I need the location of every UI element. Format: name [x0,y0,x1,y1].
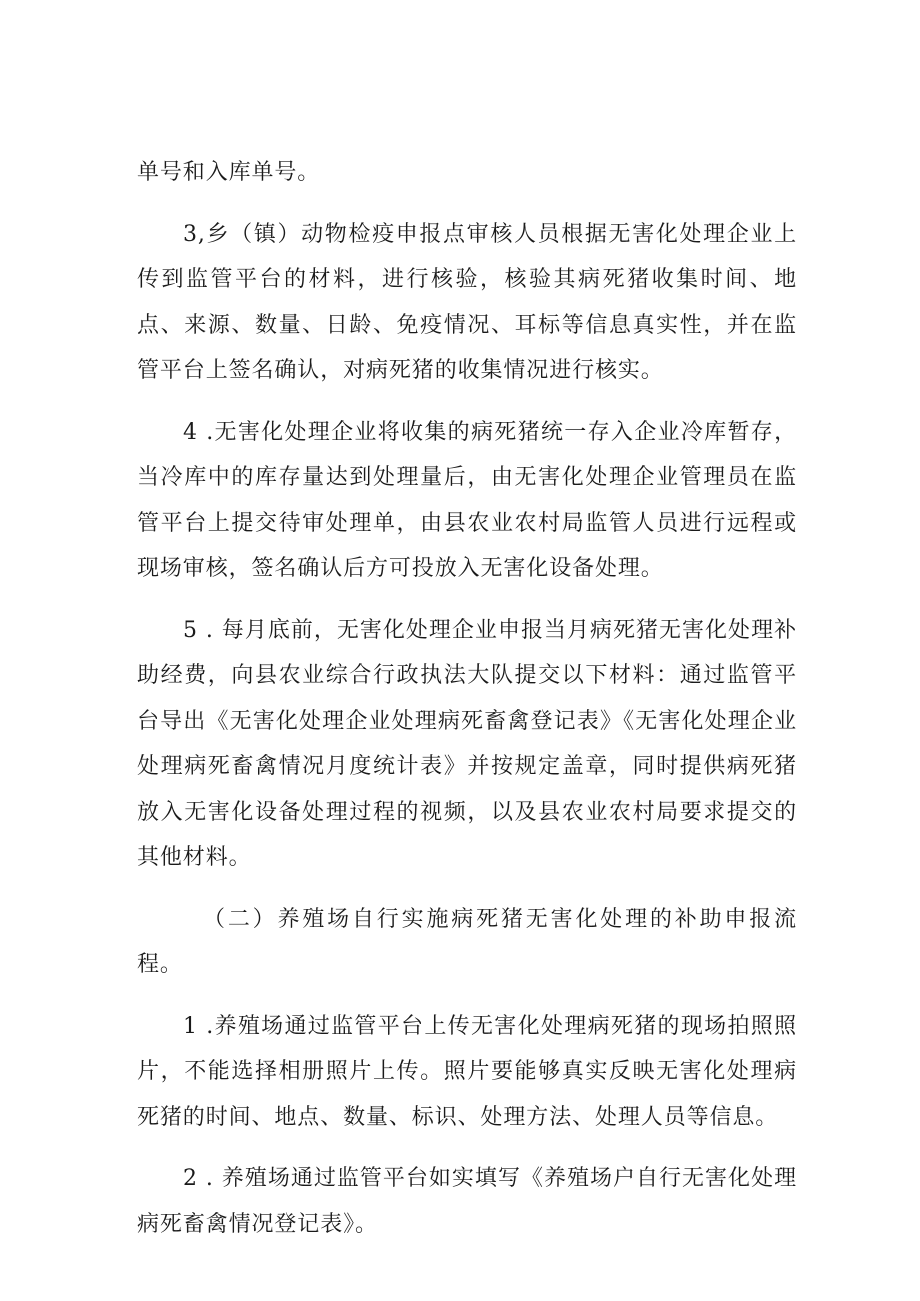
paragraph-item-2: 2 . 养殖场通过监管平台如实填写《养殖场户自行无害化处理病死畜禽情况登记表》。 [137,1166,797,1237]
paragraph-item-5: 5 . 每月底前，无害化处理企业申报当月病死猪无害化处理补助经费，向县农业综合行政执法大队提交以下材料：通过监管平台导出《无害化处理企业处理病死畜禽登记表》《无害化处理企业处理病死畜禽情况月度统计表》并按规定盖章，同时提供病死猪放入无害化设备处理过程的视频，以及县农业农村局要求提交的其他材料。 [137,617,797,870]
paragraph-item-1: 1 .养殖场通过监管平台上传无害化处理病死猪的现场拍照照片，不能选择相册照片上传。照片要能够真实反映无害化处理病死猪的时间、地点、数量、标识、处理方法、处理人员等信息。 [137,1013,797,1130]
paragraph-item-4: 4 .无害化处理企业将收集的病死猪统一存入企业冷库暂存，当冷库中的库存量达到处理量后，由无害化处理企业管理员在监管平台上提交待审处理单，由县农业农村局监管人员进行远程或现场审核，签名确认后方可投放入无害化设备处理。 [137,419,797,581]
paragraph-item-3: 3,乡（镇）动物检疫申报点审核人员根据无害化处理企业上传到监管平台的材料，进行核验，核验其病死猪收集时间、地点、来源、数量、日龄、免疫情况、耳标等信息真实性，并在监管平台上签名确认，对病死猪的收集情况进行核实。 [137,221,797,383]
document-body [137,150,797,1263]
section-heading: （二）养殖场自行实施病死猪无害化处理的补助申报流程。 [137,906,797,977]
paragraph-continuation: 单号和入库单号。 [137,160,321,185]
